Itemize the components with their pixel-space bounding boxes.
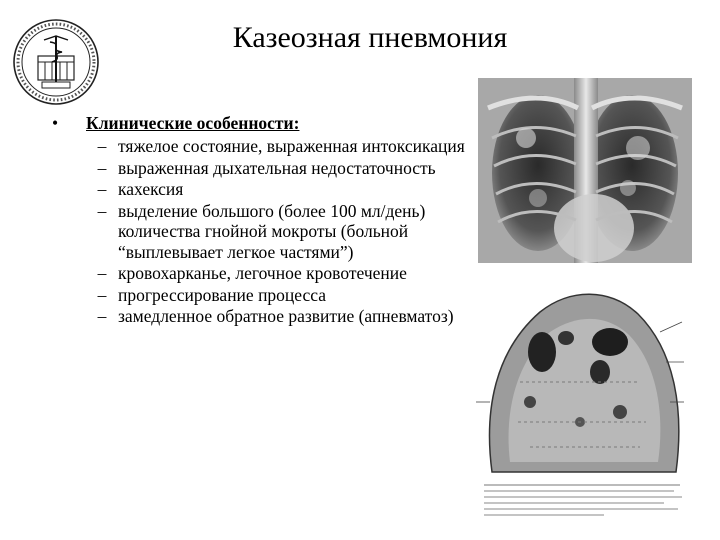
list-item xyxy=(86,158,472,179)
section-heading: Клинические особенности: xyxy=(86,113,300,133)
list-item xyxy=(86,285,472,306)
feature-list xyxy=(52,136,472,327)
list-item xyxy=(86,263,472,284)
dash-marker: – xyxy=(97,200,107,221)
main-bullet xyxy=(52,112,472,134)
list-item-text: выделение большого (более 100 мл/день) количества гнойной мокроты (больной “выплевывает легкое частями”) xyxy=(118,200,426,262)
dash-marker: – xyxy=(97,179,107,199)
dash-marker: – xyxy=(97,284,107,305)
list-item-text: тяжелое состояние, выраженная интоксикация xyxy=(118,136,465,156)
list-item-text: замедленное обратное развитие (апневматоз) xyxy=(118,306,454,326)
slide-content xyxy=(52,112,472,328)
bullet-marker: • xyxy=(52,113,59,133)
slide-title: Казеозная пневмония xyxy=(232,21,508,54)
dash-marker: – xyxy=(97,306,107,326)
list-item-text: прогрессирование процесса xyxy=(118,284,327,305)
list-item xyxy=(86,306,472,327)
institution-logo xyxy=(12,18,100,106)
list-item-text: кровохарканье, легочное кровотечение xyxy=(118,263,407,283)
dash-marker: – xyxy=(97,263,107,283)
chest-xray-image xyxy=(478,78,692,263)
lung-specimen-illustration xyxy=(470,272,696,532)
dash-marker: – xyxy=(97,157,107,178)
list-item xyxy=(86,179,472,200)
list-item-text: кахексия xyxy=(118,179,184,199)
list-item-text: выраженная дыхательная недостаточность xyxy=(118,157,436,178)
list-item xyxy=(86,201,472,263)
dash-marker: – xyxy=(97,136,107,156)
list-item xyxy=(86,136,472,157)
